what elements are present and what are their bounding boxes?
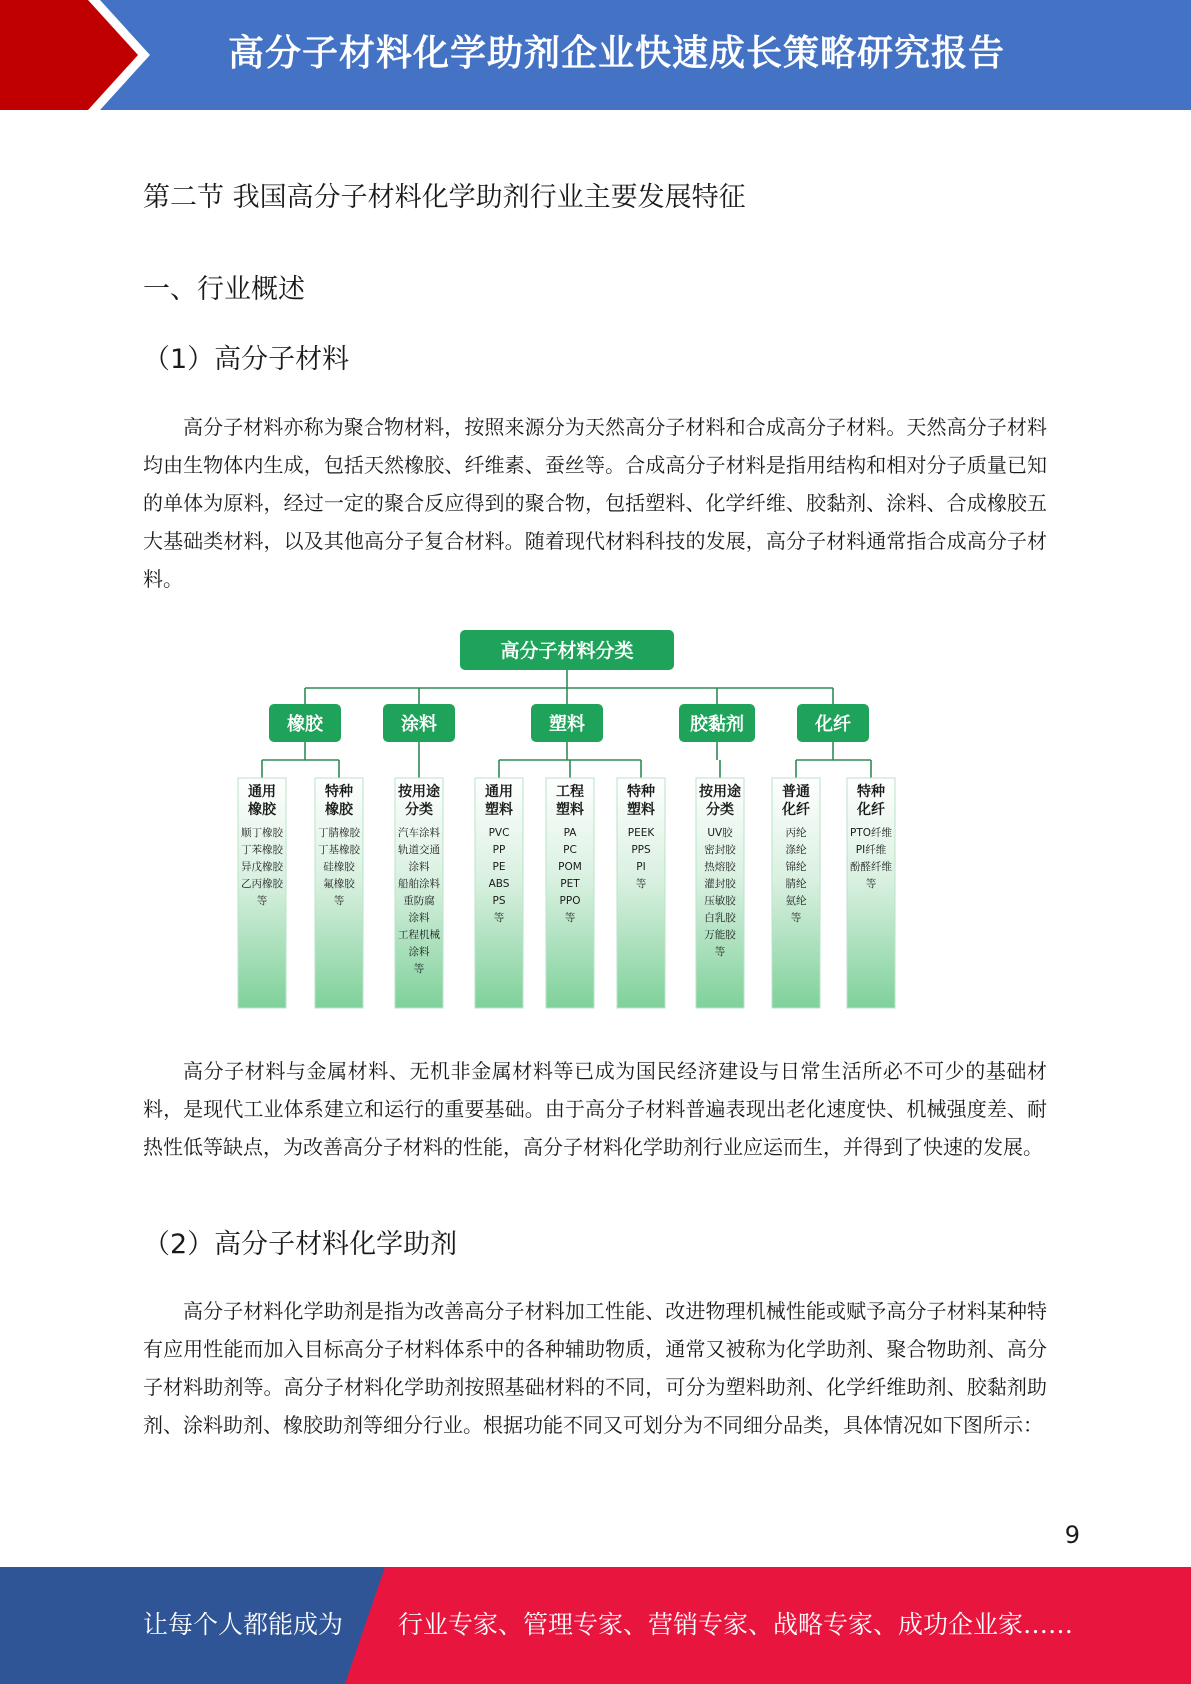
leaf-item-3-0-5: 白乳胶	[704, 912, 736, 924]
leaf-item-4-0-2: 锦纶	[785, 861, 807, 873]
page-header	[0, 0, 1191, 110]
leaf-title-2-2-1: 塑料	[627, 802, 655, 818]
leaf-item-4-0-0: 丙纶	[785, 827, 807, 839]
leaf-title-4-1-0: 特种	[857, 784, 885, 800]
leaf-item-2-1-1: PC	[563, 844, 577, 856]
leaf-title-1-0-1: 分类	[405, 802, 433, 818]
leaf-item-2-2-3: 等	[635, 878, 647, 890]
leaf-item-1-0-5: 涂料	[408, 912, 430, 924]
paragraph-chemical-additives: 高分子材料化学助剂是指为改善高分子材料加工性能、改进物理机械性能或赋予高分子材料某种特有应用性能而加入目标高分子材料体系中的各种辅助物质，通常又被称为化学助剂、聚合物助剂、高分子材料助剂等。高分子材料化学助剂按照基础材料的不同，可分为塑料助剂、化学纤维助剂、胶黏剂助剂、涂料助剂、橡胶助剂等细分行业。根据功能不同又可划分为不同细分品类，具体情况如下图所示：	[143, 1299, 1047, 1437]
page-number: 9	[1064, 1521, 1080, 1549]
heading-industry-overview: 一、行业概述	[143, 274, 305, 305]
leaf-title-0-1-0: 特种	[325, 784, 353, 800]
leaf-item-2-0-5: 等	[493, 912, 505, 924]
leaf-item-0-0-1: 丁苯橡胶	[241, 844, 283, 856]
category-label-4: 化纤	[815, 714, 851, 735]
header-arrow-decoration	[0, 0, 160, 110]
leaf-item-2-0-4: PS	[492, 895, 506, 907]
leaf-item-1-0-1: 轨道交通	[398, 844, 440, 856]
leaf-item-3-0-3: 灌封胶	[704, 878, 736, 890]
subheading-chemical-additives: （2）高分子材料化学助剂	[143, 1229, 458, 1260]
leaf-item-1-0-6: 工程机械	[398, 929, 440, 941]
leaf-title-1-0-0: 按用途	[398, 784, 440, 800]
leaf-title-4-0-0: 普通	[782, 784, 810, 800]
category-label-2: 塑料	[549, 714, 585, 735]
leaf-item-2-1-3: PET	[560, 878, 580, 890]
leaf-title-3-0-0: 按用途	[699, 784, 741, 800]
category-label-1: 涂料	[401, 714, 437, 735]
leaf-title-4-0-1: 化纤	[782, 802, 810, 818]
category-label-3: 胶黏剂	[690, 714, 744, 735]
footer-slogan-right: 行业专家、管理专家、营销专家、战略专家、成功企业家……	[398, 1610, 1074, 1639]
leaf-title-2-1-0: 工程	[556, 784, 584, 800]
leaf-item-1-0-2: 涂料	[408, 861, 430, 873]
leaf-item-2-0-0: PVC	[488, 827, 510, 839]
leaf-item-3-0-6: 万能胶	[704, 929, 736, 941]
leaf-item-4-1-0: PTO纤维	[849, 827, 893, 839]
leaf-item-2-1-0: PA	[563, 827, 577, 839]
leaf-item-2-0-3: ABS	[488, 878, 510, 890]
leaf-item-0-1-1: 丁基橡胶	[318, 844, 360, 856]
leaf-item-1-0-4: 重防腐	[403, 895, 435, 907]
leaf-item-2-2-0: PEEK	[627, 827, 655, 839]
paragraph-polymer-materials: 高分子材料亦称为聚合物材料，按照来源分为天然高分子材料和合成高分子材料。天然高分子材料均由生物体内生成，包括天然橡胶、纤维素、蚕丝等。合成高分子材料是指用结构和相对分子质量已知的单体为原料，经过一定的聚合反应得到的聚合物，包括塑料、化学纤维、胶黏剂、涂料、合成橡胶五大基础类材料，以及其他高分子复合材料。随着现代材料科技的发展，高分子材料通常指合成高分子材料。	[143, 415, 1047, 591]
leaf-item-2-2-1: PPS	[631, 844, 651, 856]
leaf-item-4-1-1: PI纤维	[855, 844, 887, 856]
leaf-item-1-0-0: 汽车涂料	[398, 827, 440, 839]
leaf-item-3-0-1: 密封胶	[704, 844, 736, 856]
footer-slogan-left: 让每个人都能成为	[143, 1610, 344, 1639]
paragraph-polymer-importance: 高分子材料与金属材料、无机非金属材料等已成为国民经济建设与日常生活所必不可少的基础材料，是现代工业体系建立和运行的重要基础。由于高分子材料普遍表现出老化速度快、机械强度差、耐热性低等缺点，为改善高分子材料的性能，高分子材料化学助剂行业应运而生，并得到了快速的发展。	[143, 1059, 1047, 1159]
leaf-item-2-0-1: PP	[492, 844, 506, 856]
leaf-title-2-1-1: 塑料	[556, 802, 584, 818]
leaf-item-3-0-4: 压敏胶	[704, 895, 736, 907]
leaf-item-3-0-2: 热熔胶	[704, 861, 736, 873]
leaf-title-0-0-1: 橡胶	[248, 802, 276, 818]
leaf-item-0-1-3: 氟橡胶	[323, 878, 355, 890]
report-title: 高分子材料化学助剂企业快速成长策略研究报告	[228, 33, 1006, 74]
leaf-item-4-0-4: 氨纶	[785, 895, 807, 907]
leaf-item-4-1-2: 酚醛纤维	[850, 861, 892, 873]
page-footer	[0, 1567, 1191, 1684]
leaf-item-3-0-7: 等	[714, 946, 726, 958]
leaf-title-2-0-1: 塑料	[485, 802, 513, 818]
leaf-title-2-2-0: 特种	[627, 784, 655, 800]
classification-tree	[237, 630, 977, 1010]
subheading-polymer-materials: （1）高分子材料	[143, 344, 350, 375]
leaf-item-4-0-1: 涤纶	[785, 844, 807, 856]
leaf-title-0-0-0: 通用	[248, 784, 276, 800]
section-title: 第二节 我国高分子材料化学助剂行业主要发展特征	[143, 182, 746, 213]
leaf-item-2-2-2: PI	[636, 861, 646, 873]
polymer-classification-diagram	[237, 630, 977, 1010]
leaf-item-0-1-0: 丁腈橡胶	[318, 827, 360, 839]
leaf-item-3-0-0: UV胶	[707, 827, 733, 839]
leaf-item-4-1-3: 等	[865, 878, 877, 890]
leaf-title-4-1-1: 化纤	[857, 802, 885, 818]
leaf-item-4-0-3: 腈纶	[785, 878, 807, 890]
leaf-item-2-1-4: PPO	[559, 895, 581, 907]
leaf-item-0-1-4: 等	[333, 895, 345, 907]
leaf-title-0-1-1: 橡胶	[325, 802, 353, 818]
leaf-item-2-1-5: 等	[564, 912, 576, 924]
leaf-item-0-1-2: 硅橡胶	[323, 861, 355, 873]
leaf-item-2-1-2: POM	[558, 861, 582, 873]
leaf-item-4-0-5: 等	[790, 912, 802, 924]
leaf-item-1-0-7: 涂料	[408, 946, 430, 958]
leaf-item-2-0-2: PE	[492, 861, 506, 873]
root-node-label: 高分子材料分类	[500, 640, 634, 662]
leaf-item-0-0-0: 顺丁橡胶	[241, 827, 283, 839]
category-label-0: 橡胶	[287, 714, 323, 735]
leaf-title-2-0-0: 通用	[485, 784, 513, 800]
leaf-item-0-0-3: 乙丙橡胶	[241, 878, 283, 890]
leaf-item-1-0-3: 船舶涂料	[398, 878, 440, 890]
leaf-title-3-0-1: 分类	[706, 802, 734, 818]
leaf-item-1-0-8: 等	[413, 963, 425, 975]
leaf-item-0-0-2: 异戊橡胶	[241, 861, 283, 873]
leaf-item-0-0-4: 等	[256, 895, 268, 907]
